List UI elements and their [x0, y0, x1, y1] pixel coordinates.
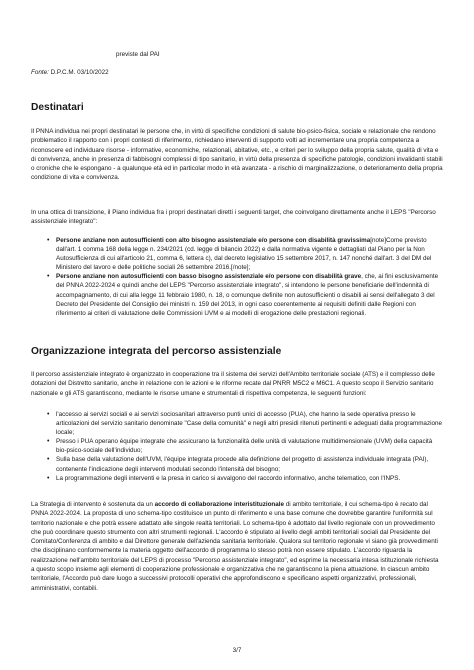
list-item-text: , che, ai fini esclusivamente del PNNA 2022-2024 e quindi anche del LEPS "Percorso assistenziale integrato", si intendono le persone beneficiarie dell'indennità di accompagnamento, di cui alla legge 11 febbraio 1980, n. 18, o comunque definite non autosufficienti o disabili ai sensi dell'allegato 3 del Decreto del Presidente del Consiglio dei ministri n. 159 del 2013, in ogni caso coerentemente ai requisiti definiti dalle Regioni con riferimento ai criteri di valutazione delle Commissioni UVM e ai modelli di erogazione delle prestazioni regionali. [56, 273, 439, 317]
functions-list [31, 410, 443, 483]
list-item [56, 272, 443, 317]
list-item: • l'accesso ai servizi sociali e ai servizi sociosanitari attraverso punti unici di accesso (PUA), che hanno la sede operativa presso le articolazioni del servizio sanitario denominate "Case della comunità" e negli altri presidi ritenuti pertinenti e adeguati dalla programmazione locale; [56, 410, 443, 437]
paragraph-text: di ambito territoriale, il cui schema-tipo è recato dal PNNA 2022-2024. La proposta di uno schema-tipo costituisce un punto di riferimento e una base comune che dovrebbe garantire l'uniformità sul territorio nazionale e che potrà essere adattato alle singole realtà territoriali. Lo schema-tipo è adottato dal livello regionale con un provvedimento che può coordinare questo strumento con altri strumenti regionali. L'accordo è stipulato al livello degli ambiti territoriali sociali dal Presidente del Comitato/Conferenza di ambito e dal Direttore generale dell'azienda sanitaria territoriale. Qualora sul territorio regionale vi siano già provvedimenti che disciplinano conformemente la materia oggetto dell'accordo di programma lo stesso potrà non essere stipulato. L'accordo riguarda la realizzazione nell'ambito territoriale del LEPS di processo "Percorso assistenziale integrato", ed esprime la necessaria intesa istituzionale richiesta a questo scopo insieme agli elementi di cooperazione professionale e organizzativa che ne garantiscono la piena attuazione. In ciascun ambito territoriale, l'Accordo può dare luogo a successivi protocolli operativi che approfondiscono e specificano aspetti organizzativi, professionali, amministrativi, contabili. [31, 501, 439, 592]
destinatari-paragraph-2: In una ottica di transizione, il Piano individua fra i propri destinatari diretti i seguenti target, che coinvolgano direttamente anche il LEPS "Percorso assistenziale integrato": [31, 209, 436, 226]
source-label: Fonte: [31, 69, 49, 76]
paragraph-bold: accordo di collaborazione interistituzionale [154, 501, 285, 508]
organizzazione-paragraph-1: Il percorso assistenziale integrato è organizzato in cooperazione tra il sistema dei servizi dell'Ambito territoriale sociale (ATS) e il complesso delle dotazioni del Distretto sanitario, anche in relazione con le azioni e le riforme recate dal PNRR M5C2 e M6C1. A questo scopo il Servizio sanitario nazionale e gli ATS garantiscono, mediante le risorse umane e strumentali di rispettiva competenza, le seguenti funzioni: [31, 371, 435, 397]
organizzazione-paragraph-2 [31, 500, 443, 593]
page-number: 3/7 [232, 647, 242, 654]
source-line [31, 68, 443, 77]
list-item-bold: Persone anziane non autosufficienti con alto bisogno assistenziale e/o persone con disabilità gravissima [56, 237, 371, 244]
paragraph-text: La Strategia di intervento è sostenuta da un [31, 501, 155, 508]
list-item: • Sulla base della valutazione dell'UVM, l'équipe integrata procede alla definizione del progetto di assistenza individuale integrata (PAI), contenente l'indicazione degli interventi modulati secondo l'intensità del bisogno; [56, 455, 443, 473]
continued-fragment: previste dal PAI [116, 51, 160, 58]
section-heading-organizzazione: Organizzazione integrata del percorso assistenziale [31, 346, 282, 357]
destinatari-target-list [31, 236, 443, 318]
list-item: • La programmazione degli interventi e la presa in carico si avvalgono del raccordo informativo, anche telematico, con l'INPS. [56, 474, 443, 483]
list-item: • Presso i PUA operano équipe integrate che assicurano la funzionalità delle unità di valutazione multidimensionale (UVM) della capacità bio-psico-sociale dell'individuo; [56, 437, 443, 455]
list-item-text: [note]Come previsto dall'art. 1 comma 168 della legge n. 234/2021 (cd. legge di bilancio 2022) e dalla normativa vigente e dettagliati dal Piano per la Non Autosufficienza di cui all'articolo 21, comma 6, lettera c), dal decreto legislativo 15 settembre 2017, n. 147 nonché dall'art. 3 del DM del Ministero del lavoro e delle politiche sociali 26 settembre 2016.[/note]; [56, 237, 432, 272]
section-heading-destinatari: Destinatari [31, 102, 84, 113]
source-value: D.P.C.M. 03/10/2022 [50, 69, 109, 76]
list-item [56, 236, 443, 272]
list-item-bold: Persone anziane non autosufficienti con basso bisogno assistenziale e/o persone con disabilità grave [56, 273, 362, 281]
destinatari-paragraph-1: Il PNNA individua nei propri destinatari le persone che, in virtù di specifiche condizioni di salute bio-psico-fisica, sociale e relazionale che rendono problematico il rapporto con i propri contesti di riferimento, richiedano interventi di supporto volti ad incrementare una propria competenza a riconoscere ed individuare risorse - informative, economiche, relazionali, abitative, etc., e criteri per lo sviluppo della propria salute, qualità di vita e di convivenza, anche in presenza di fabbisogni complessi di tipo sanitario, in virtù della presenza di specifiche patologie, condizioni invalidanti stabili o croniche che le espongano - a qualunque età ed in particolar modo in età avanzata - a rischio di marginalizzazione, o deterioramento della propria condizione di vita e convivenza. [31, 128, 443, 182]
